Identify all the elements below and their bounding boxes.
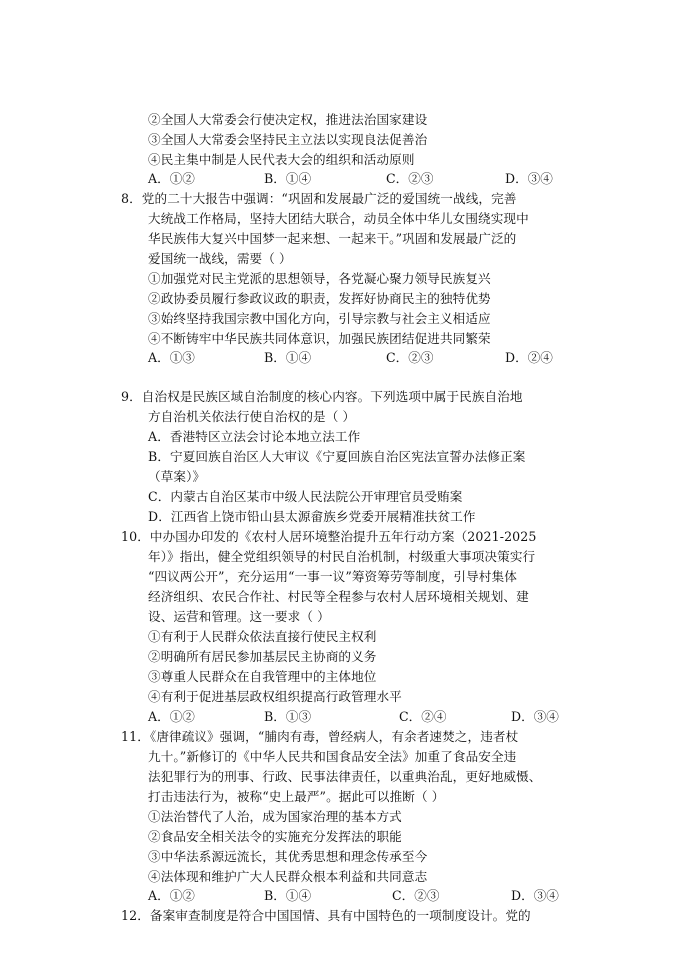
q10-stem-line-3: “四议两公开”，充分运用“一事一议”筹资筹劳等制度，引导村集体 xyxy=(148,569,517,584)
q8-option-c: C．②③ xyxy=(386,350,434,365)
q10-option-b: B．①③ xyxy=(264,709,312,724)
q10-stem-line-2: 年）》指出，健全党组织领导的村民自治机制，村级重大事项决策实行 xyxy=(148,549,536,564)
q8-statement-3: ③始终坚持我国宗教中国化方向，引导宗教与社会主义相适应 xyxy=(148,311,491,326)
q9-choice-b-cont: （草案）》 xyxy=(148,469,206,484)
q8-stem-line-2: 大统战工作格局，坚持大团结大联合，动员全体中华儿女围绕实现中 xyxy=(148,211,529,226)
q7-statement-4: ④民主集中制是人民代表大会的组织和活动原则 xyxy=(148,152,415,167)
q8-statement-2: ②政协委员履行参政议政的职责，发挥好协商民主的独特优势 xyxy=(148,291,491,306)
q10-statement-4: ④有利于促进基层政权组织提高行政管理水平 xyxy=(148,689,402,704)
q8-stem-line-3: 华民族伟大复兴中国梦一起来想、一起来干。”巩固和发展最广泛的 xyxy=(148,231,517,246)
q11-option-c: C．②③ xyxy=(392,888,440,903)
q11-statement-1: ①法治替代了人治，成为国家治理的基本方式 xyxy=(148,809,402,824)
q10-option-d: D．③④ xyxy=(511,709,559,724)
q11-option-a: A．①② xyxy=(148,888,195,903)
q8-stem-line-1: 8．党的二十大报告中强调：“巩固和发展最广泛的爱国统一战线，完善 xyxy=(121,191,517,206)
q8-option-a: A．①③ xyxy=(148,350,195,365)
q7-option-c: C．②③ xyxy=(386,171,434,186)
q9-choice-a: A．香港特区立法会讨论本地立法工作 xyxy=(148,429,361,444)
q11-statement-4: ④法体现和维护广大人民群众根本利益和共同意志 xyxy=(148,869,428,884)
q9-choice-d: D．江西省上饶市铅山县太源畲族乡党委开展精准扶贫工作 xyxy=(148,509,476,524)
q12-stem-line-1: 12．备案审查制度是符合中国国情、具有中国特色的一项制度设计。党的 xyxy=(121,908,531,923)
q8-option-d: D．②④ xyxy=(505,350,553,365)
q11-stem-line-3: 法犯罪行为的刑事、行政、民事法律责任，以重典治乱，更好地威慑、 xyxy=(148,769,542,784)
q9-choice-c: C．内蒙古自治区某市中级人民法院公开审理官员受贿案 xyxy=(148,489,463,504)
q10-statement-3: ③尊重人民群众在自我管理中的主体地位 xyxy=(148,669,377,684)
q11-stem-line-4: 打击违法行为，被称“史上最严”。据此可以推断（ ） xyxy=(148,789,445,804)
q11-option-b: B．①④ xyxy=(264,888,312,903)
q10-stem-line-5: 设、运营和管理。这一要求（ ） xyxy=(148,609,330,624)
q8-option-b: B．①④ xyxy=(264,350,312,365)
q10-stem-line-4: 经济组织、农民合作社、村民等全程参与农村人居环境相关规划、建 xyxy=(148,589,529,604)
q10-option-a: A．①② xyxy=(148,709,195,724)
q9-stem-line-2: 方自治机关依法行使自治权的是（ ） xyxy=(148,409,356,424)
q10-option-c: C．②④ xyxy=(399,709,447,724)
q9-stem-line-1: 9．自治权是民族区域自治制度的核心内容。下列选项中属于民族自治地 xyxy=(121,389,523,404)
q8-statement-1: ①加强党对民主党派的思想领导，各党凝心聚力领导民族复兴 xyxy=(148,271,491,286)
q10-stem-line-1: 10．中办国办印发的《农村人居环境整治提升五年行动方案（2021-2025 xyxy=(121,529,537,544)
q7-statement-3: ③全国人大常委会坚持民主立法以实现良法促善治 xyxy=(148,132,428,147)
q7-option-b: B．①④ xyxy=(264,171,312,186)
q11-statement-3: ③中华法系源远流长，其优秀思想和理念传承至今 xyxy=(148,849,428,864)
q10-statement-2: ②明确所有居民参加基层民主协商的义务 xyxy=(148,649,377,664)
q7-option-d: D．③④ xyxy=(505,171,553,186)
q10-statement-1: ①有利于人民群众依法直接行使民主权利 xyxy=(148,629,377,644)
q11-stem-line-2: 九十。”新修订的《中华人民共和国食品安全法》加重了食品安全违 xyxy=(148,749,517,764)
q7-statement-2: ②全国人大常委会行使决定权，推进法治国家建设 xyxy=(148,112,428,127)
q11-statement-2: ②食品安全相关法令的实施充分发挥法的职能 xyxy=(148,829,402,844)
q11-option-d: D．③④ xyxy=(511,888,559,903)
q9-choice-b: B．宁夏回族自治区人大审议《宁夏回族自治区宪法宣誓办法修正案 xyxy=(148,449,526,464)
q7-option-a: A．①② xyxy=(148,171,195,186)
q8-stem-line-4: 爱国统一战线，需要（ ） xyxy=(148,251,292,266)
q11-stem-line-1: 11．《唐律疏议》强调，“脯肉有毒，曾经病人，有余者速焚之，违者杖 xyxy=(121,729,519,744)
q8-statement-4: ④不断铸牢中华民族共同体意识，加强民族团结促进共同繁荣 xyxy=(148,331,491,346)
